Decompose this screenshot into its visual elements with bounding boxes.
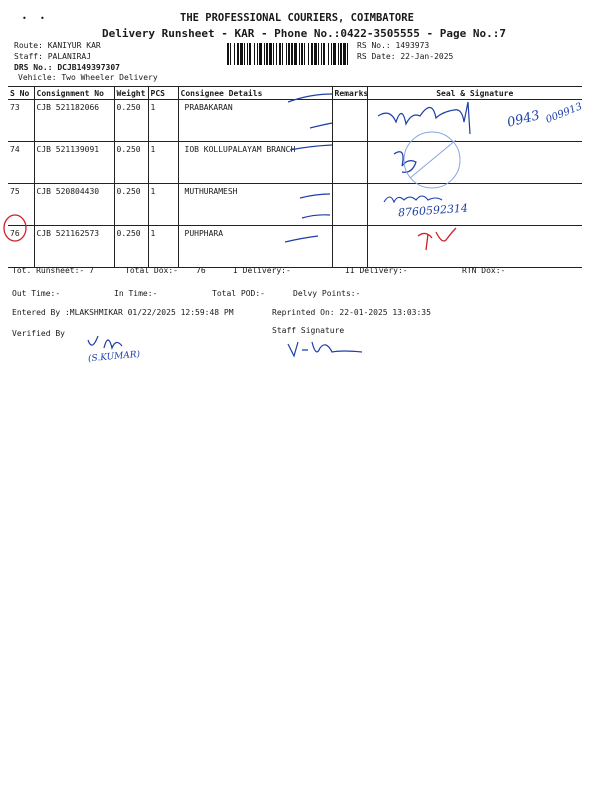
cell-sno: 75 — [8, 184, 34, 226]
out-time: Out Time:- — [12, 289, 61, 298]
cell-pcs: 1 — [148, 226, 178, 268]
corner-mark-left: • — [22, 14, 27, 23]
barcode — [227, 43, 349, 65]
cell-consignment: CJB 520804430 — [34, 184, 114, 226]
document-subtitle: Delivery Runsheet - KAR - Phone No.:0422-3505555 - Page No.:7 — [102, 27, 506, 40]
cell-weight: 0.250 — [114, 142, 148, 184]
cell-weight: 0.250 — [114, 100, 148, 142]
cell-signature — [367, 226, 582, 268]
cell-sno: 76 — [8, 226, 34, 268]
vehicle-info: Vehicle: Two Wheeler Delivery — [18, 73, 158, 82]
handwritten-note-1: 0943 — [505, 108, 542, 131]
cell-consignment: CJB 521182066 — [34, 100, 114, 142]
table-row — [8, 142, 582, 184]
verifier-name: (S.KUMAR) — [87, 349, 141, 365]
column-header: Consignee Details — [178, 87, 332, 100]
in-time: In Time:- — [114, 289, 158, 298]
drs-info: DRS No.: DCJB149397307 — [14, 63, 120, 72]
runsheet-table — [8, 86, 582, 268]
table-row — [8, 100, 582, 142]
cell-consignee: MUTHURAMESH — [178, 184, 332, 226]
cell-signature — [367, 184, 582, 226]
cell-weight: 0.250 — [114, 226, 148, 268]
cell-weight: 0.250 — [114, 184, 148, 226]
table-header-row — [8, 87, 582, 100]
total-pod: Total POD:- — [212, 289, 265, 298]
total-dox-value: 76 — [196, 266, 206, 275]
cell-remarks — [332, 226, 367, 268]
cell-remarks — [332, 184, 367, 226]
column-header: S No — [8, 87, 34, 100]
document-title: THE PROFESSIONAL COURIERS, COIMBATORE — [180, 12, 414, 24]
cell-consignee: IOB KOLLUPALAYAM BRANCH — [178, 142, 332, 184]
entered-by: Entered By :MLAKSHMIKAR 01/22/2025 12:59:48 PM — [12, 308, 234, 317]
cell-pcs: 1 — [148, 142, 178, 184]
cell-remarks — [332, 100, 367, 142]
cell-sno: 74 — [8, 142, 34, 184]
reprinted-on: Reprinted On: 22-01-2025 13:03:35 — [272, 308, 431, 317]
cell-signature — [367, 142, 582, 184]
route-info: Route: KANIYUR KAR — [14, 41, 101, 50]
cell-consignment: CJB 521162573 — [34, 226, 114, 268]
rs-date: RS Date: 22-Jan-2025 — [357, 52, 454, 61]
column-header: Weight — [114, 87, 148, 100]
table-row — [8, 184, 582, 226]
i-delivery: I Delivery:- — [233, 266, 291, 275]
verifier-signature — [84, 330, 154, 354]
column-header: Remarks — [332, 87, 367, 100]
cell-signature — [367, 100, 582, 142]
corner-mark-right: • — [40, 14, 45, 23]
total-runsheet: Tot. Runsheet:- 7 — [12, 266, 94, 275]
cell-pcs: 1 — [148, 184, 178, 226]
rtn-dox: RTN Dox:- — [462, 266, 506, 275]
staff-signature — [286, 336, 366, 360]
handwritten-phone: 8760592314 — [397, 201, 469, 220]
column-header: Consignment No — [34, 87, 114, 100]
handwritten-note-2: 009913 — [544, 101, 584, 126]
staff-info: Staff: PALANIRAJ — [14, 52, 92, 61]
cell-consignee: PUHPHARA — [178, 226, 332, 268]
cell-pcs: 1 — [148, 100, 178, 142]
ii-delivery: II Delivery:- — [345, 266, 408, 275]
cell-remarks — [332, 142, 367, 184]
column-header: PCS — [148, 87, 178, 100]
staff-signature-label: Staff Signature — [272, 326, 345, 335]
verified-by-label: Verified By — [12, 329, 65, 338]
cell-consignee: PRABAKARAN — [178, 100, 332, 142]
delvy-points: Delvy Points:- — [293, 289, 361, 298]
table-row — [8, 226, 582, 268]
column-header: Seal & Signature — [367, 87, 582, 100]
rs-number: RS No.: 1493973 — [357, 41, 430, 50]
cell-consignment: CJB 521139091 — [34, 142, 114, 184]
cell-sno: 73 — [8, 100, 34, 142]
total-dox-label: Total Dox:- — [125, 266, 178, 275]
